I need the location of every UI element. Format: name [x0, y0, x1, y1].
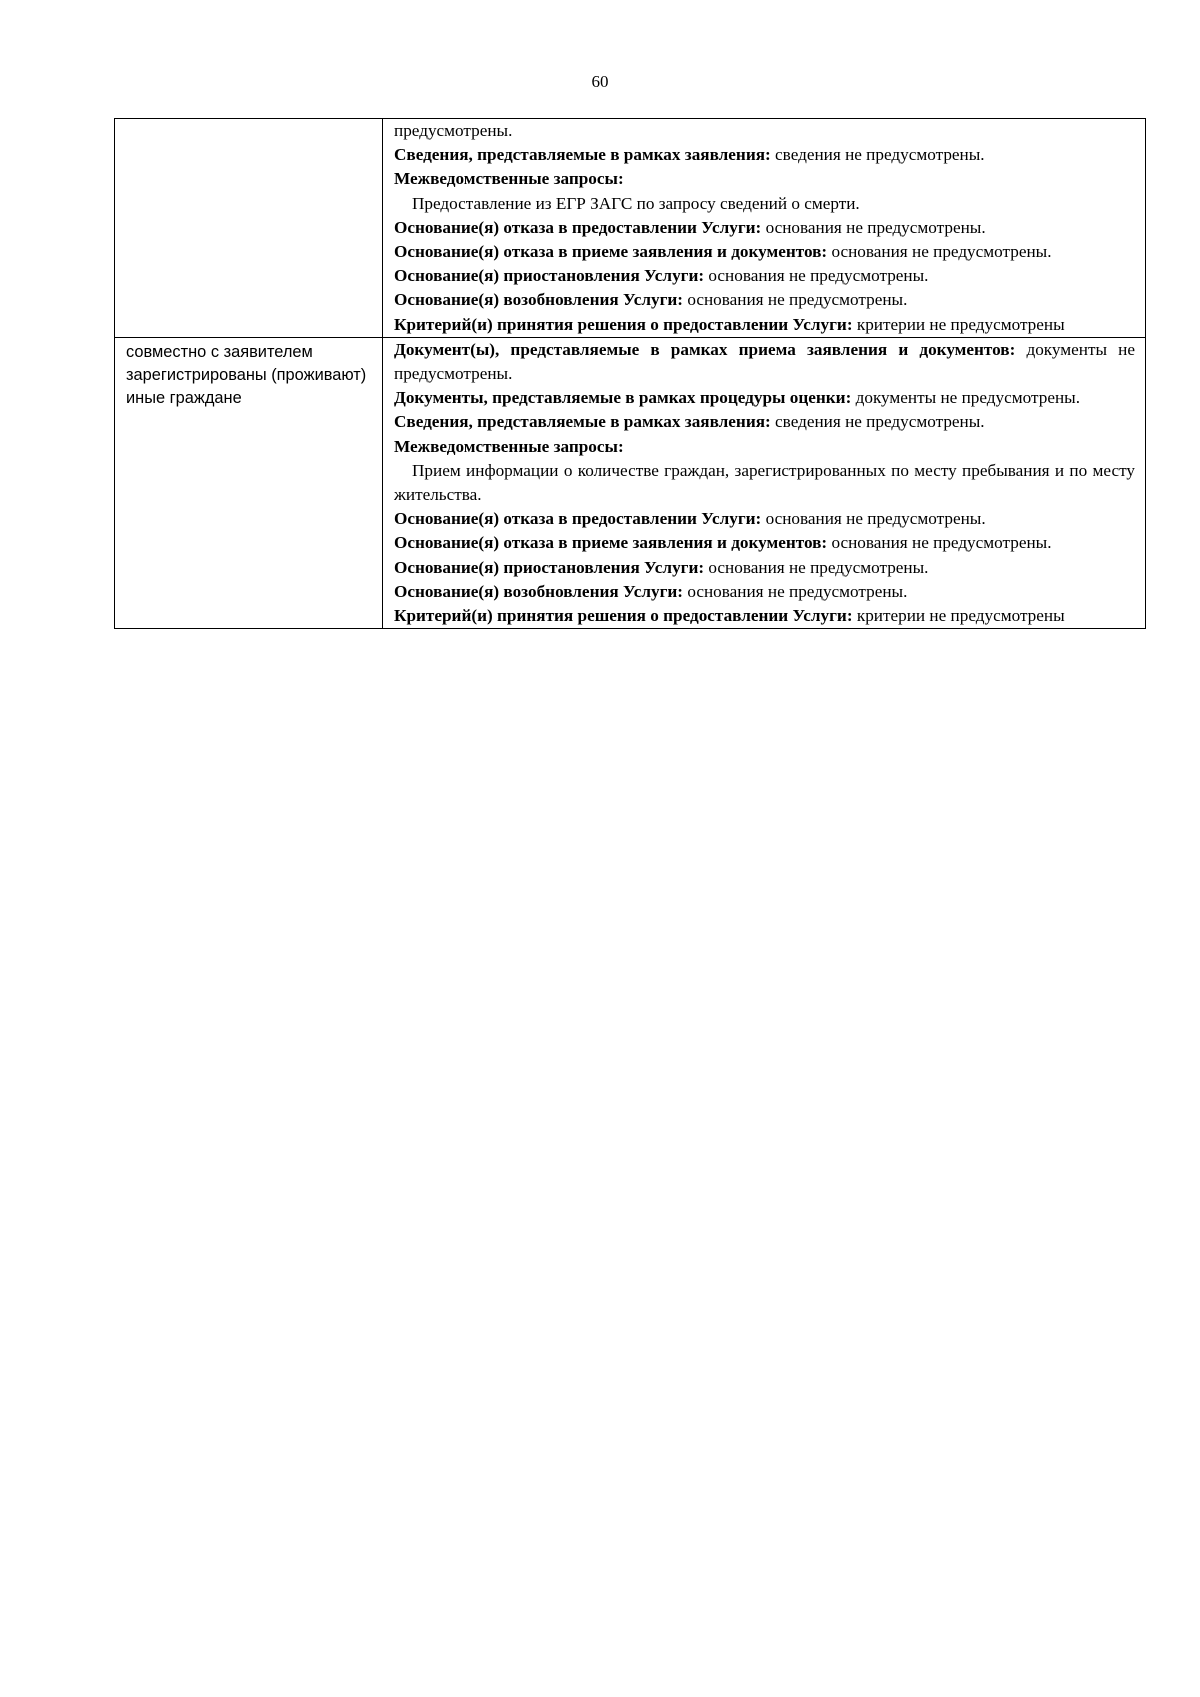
applicant-category-cell: совместно с заявителем зарегистрированы (проживают) иные граждане — [115, 337, 383, 628]
detail-heading: Основание(я) возобновления Услуги: — [394, 290, 684, 310]
detail-heading: Основание(я) отказа в приеме заявления и документов: — [394, 533, 828, 553]
detail-heading: Основание(я) возобновления Услуги: — [394, 581, 684, 601]
detail-heading: Критерий(и) принятия решения о предоставлении Услуги: — [394, 606, 853, 626]
detail-paragraph — [394, 459, 1135, 507]
detail-heading: Основание(я) отказа в предоставлении Услуги: — [394, 509, 762, 529]
detail-text: Прием информации о количестве граждан, зарегистрированных по месту пребывания и по месту жительства. — [394, 460, 1135, 505]
detail-paragraph — [394, 216, 1135, 240]
detail-heading: Сведения, представляемые в рамках заявления: — [394, 412, 771, 432]
detail-text: основания не предусмотрены. — [761, 509, 986, 529]
detail-paragraph — [394, 580, 1135, 604]
detail-heading: Основание(я) отказа в предоставлении Услуги: — [394, 217, 762, 237]
detail-text: основания не предусмотрены. — [683, 290, 908, 310]
table-row — [115, 337, 1146, 628]
applicant-category-cell — [115, 119, 383, 338]
detail-paragraph — [394, 143, 1135, 167]
detail-paragraph — [394, 556, 1135, 580]
detail-text: основания не предусмотрены. — [704, 266, 929, 286]
requirements-table — [114, 118, 1146, 629]
detail-paragraph — [394, 264, 1135, 288]
detail-paragraph — [394, 531, 1135, 555]
detail-paragraph — [394, 338, 1135, 386]
detail-paragraph — [394, 435, 1135, 459]
detail-text: критерии не предусмотрены — [852, 314, 1065, 334]
detail-paragraph — [394, 507, 1135, 531]
detail-paragraph — [394, 192, 1135, 216]
detail-paragraph — [394, 240, 1135, 264]
detail-heading: Документы, представляемые в рамках процедуры оценки: — [394, 388, 852, 408]
detail-paragraph — [394, 604, 1135, 628]
detail-text: основания не предусмотрены. — [683, 581, 908, 601]
detail-heading: Основание(я) приостановления Услуги: — [394, 266, 705, 286]
detail-heading: Сведения, представляемые в рамках заявления: — [394, 145, 771, 165]
detail-text: документы не предусмотрены. — [851, 388, 1080, 408]
table-row — [115, 119, 1146, 338]
table-body — [115, 119, 1146, 629]
detail-paragraph — [394, 167, 1135, 191]
detail-text: критерии не предусмотрены — [852, 606, 1065, 626]
detail-heading: Межведомственные запросы: — [394, 436, 624, 456]
detail-heading: Документ(ы), представляемые в рамках приема заявления и документов: — [394, 339, 1016, 359]
detail-paragraph — [394, 386, 1135, 410]
detail-text: основания не предусмотрены. — [761, 217, 986, 237]
detail-heading: Межведомственные запросы: — [394, 169, 624, 189]
detail-text: основания не предусмотрены. — [827, 533, 1052, 553]
detail-heading: Основание(я) отказа в приеме заявления и документов: — [394, 242, 828, 262]
detail-text: Предоставление из ЕГР ЗАГС по запросу сведений о смерти. — [412, 193, 860, 213]
page-number: 60 — [591, 72, 609, 91]
detail-heading: Основание(я) приостановления Услуги: — [394, 557, 705, 577]
service-details-cell — [383, 337, 1146, 628]
detail-heading: Критерий(и) принятия решения о предоставлении Услуги: — [394, 314, 853, 334]
detail-text: основания не предусмотрены. — [827, 242, 1052, 262]
detail-paragraph — [394, 119, 1135, 143]
detail-paragraph — [394, 288, 1135, 312]
service-details-cell — [383, 119, 1146, 338]
detail-text: основания не предусмотрены. — [704, 557, 929, 577]
detail-text: сведения не предусмотрены. — [770, 412, 985, 432]
detail-text: предусмотрены. — [394, 121, 513, 140]
detail-paragraph — [394, 410, 1135, 434]
detail-text: документы не предусмотрены. — [394, 339, 1135, 384]
detail-paragraph — [394, 313, 1135, 337]
detail-text: сведения не предусмотрены. — [770, 145, 985, 165]
